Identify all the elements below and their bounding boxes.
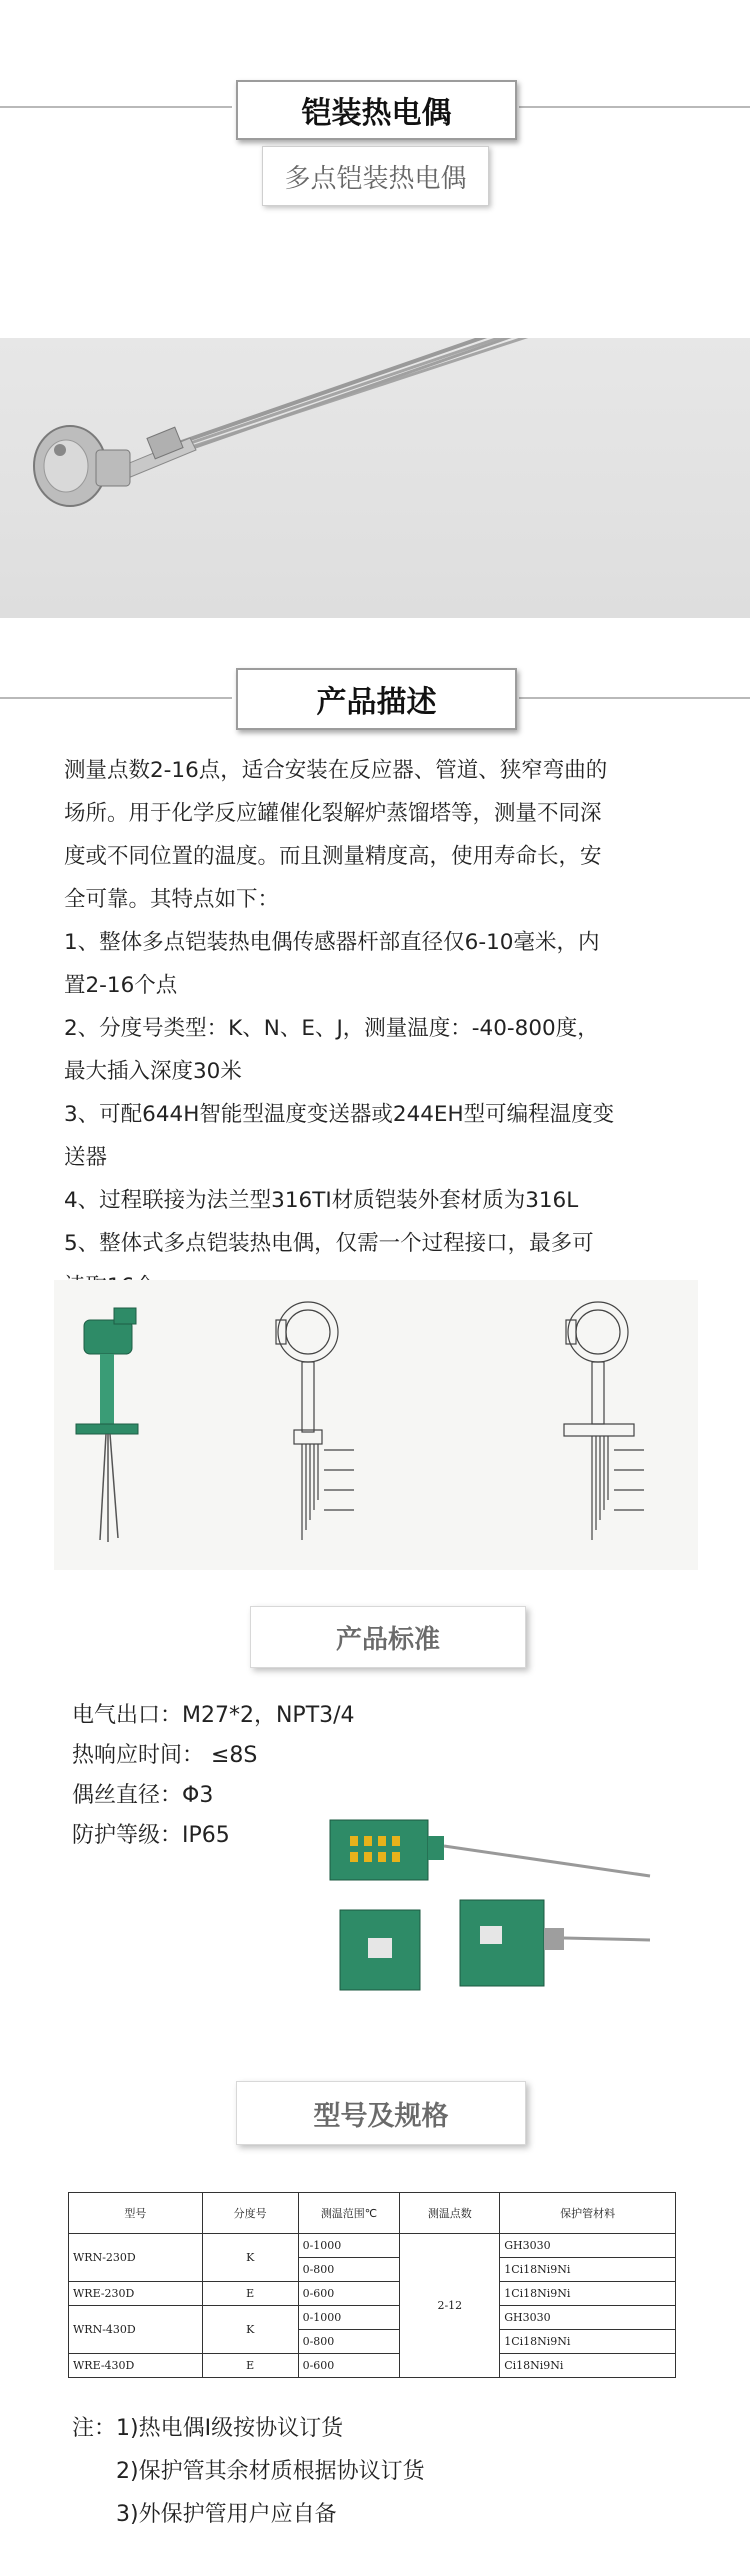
- cell-material: GH3030: [500, 2234, 676, 2258]
- cell-range: 0-600: [298, 2282, 400, 2306]
- cell-model: WRN-230D: [69, 2234, 203, 2282]
- cell-graduation: K: [202, 2234, 298, 2282]
- standard-item: 热响应时间： ≤8S: [72, 1743, 258, 1768]
- standard-item: 防护等级：IP65: [72, 1823, 230, 1848]
- cell-model: WRN-430D: [69, 2306, 203, 2354]
- cell-material: GH3030: [500, 2306, 676, 2330]
- description-text: [64, 749, 614, 1308]
- table-row: [69, 2306, 676, 2330]
- description-line: 2、分度号类型：K、N、E、J，测量温度：-40-800度，: [64, 1016, 599, 1041]
- header-rule-right: [519, 106, 750, 108]
- cell-range: 0-600: [298, 2354, 400, 2378]
- cell-range: 0-1000: [298, 2234, 400, 2258]
- desc-rule-right: [519, 697, 750, 699]
- page-subtitle: 多点铠装热电偶: [262, 146, 489, 206]
- col-header-material: 保护管材料: [500, 2193, 676, 2234]
- hero-product-image: [0, 338, 750, 618]
- standard-heading: 产品标准: [250, 1606, 526, 1668]
- technical-drawings-image: [54, 1280, 698, 1570]
- cell-material: 1Ci18Ni9Ni: [500, 2330, 676, 2354]
- note-line: [72, 2407, 425, 2450]
- standard-item: 电气出口：M27*2，NPT3/4: [72, 1703, 355, 1728]
- note-item: 2)保护管其余材质根据协议订货: [116, 2459, 425, 2484]
- note-item: 1)热电偶Ⅰ级按协议订货: [116, 2416, 344, 2441]
- cell-material: Ci18Ni9Ni: [500, 2354, 676, 2378]
- desc-rule-left: [0, 697, 232, 699]
- description-line: 送器: [64, 1145, 108, 1170]
- cell-model: WRE-430D: [69, 2354, 203, 2378]
- notes: [72, 2407, 425, 2536]
- col-header-points: 测温点数: [400, 2193, 500, 2234]
- note-item: 3)外保护管用户应自备: [116, 2502, 337, 2527]
- col-header-graduation: 分度号: [202, 2193, 298, 2234]
- description-line: 5、整体式多点铠装热电偶，仅需一个过程接口，最多可: [64, 1231, 594, 1256]
- notes-prefix: 注：: [72, 2416, 117, 2441]
- cell-graduation: K: [202, 2306, 298, 2354]
- cell-range: 0-800: [298, 2330, 400, 2354]
- spec-table: [68, 2192, 676, 2378]
- outline-drawing-flanged: [564, 1302, 644, 1540]
- cell-material: 1Ci18Ni9Ni: [500, 2258, 676, 2282]
- cell-range: 0-1000: [298, 2306, 400, 2330]
- spec-header-row: [69, 2193, 676, 2234]
- description-heading: 产品描述: [236, 668, 517, 730]
- description-line: 全可靠。其特点如下：: [64, 887, 280, 912]
- col-header-model: 型号: [69, 2193, 203, 2234]
- junction-box-image: [320, 1800, 660, 2010]
- table-row: [69, 2282, 676, 2306]
- header-rule-left: [0, 106, 232, 108]
- cell-graduation: E: [202, 2282, 298, 2306]
- description-line: 3、可配644H智能型温度变送器或244EH型可编程温度变: [64, 1102, 615, 1127]
- description-line: 场所。用于化学反应罐催化裂解炉蒸馏塔等，测量不同深: [64, 801, 602, 826]
- table-row: [69, 2234, 676, 2258]
- cell-points: 2-12: [400, 2234, 500, 2378]
- description-line: 最大插入深度30米: [64, 1059, 242, 1084]
- cell-graduation: E: [202, 2354, 298, 2378]
- spec-heading: 型号及规格: [236, 2081, 526, 2145]
- description-line: 度或不同位置的温度。而且测量精度高，使用寿命长，安: [64, 844, 602, 869]
- description-line: 测量点数2-16点，适合安装在反应器、管道、狭窄弯曲的: [64, 758, 608, 783]
- col-header-range: 测温范围℃: [298, 2193, 400, 2234]
- description-line: 4、过程联接为法兰型316TI材质铠装外套材质为316L: [64, 1188, 579, 1213]
- green-thermocouple-drawing: [76, 1308, 138, 1542]
- outline-drawing-threaded: [276, 1302, 354, 1540]
- cell-range: 0-800: [298, 2258, 400, 2282]
- page-title: 铠装热电偶: [236, 80, 517, 140]
- standard-list: [72, 1696, 355, 1856]
- cell-material: 1Ci18Ni9Ni: [500, 2282, 676, 2306]
- standard-item: 偶丝直径：Φ3: [72, 1783, 214, 1808]
- description-line: 1、整体多点铠装热电偶传感器杆部直径仅6-10毫米，内: [64, 930, 600, 955]
- table-row: [69, 2354, 676, 2378]
- cell-model: WRE-230D: [69, 2282, 203, 2306]
- description-line: 置2-16个点: [64, 973, 178, 998]
